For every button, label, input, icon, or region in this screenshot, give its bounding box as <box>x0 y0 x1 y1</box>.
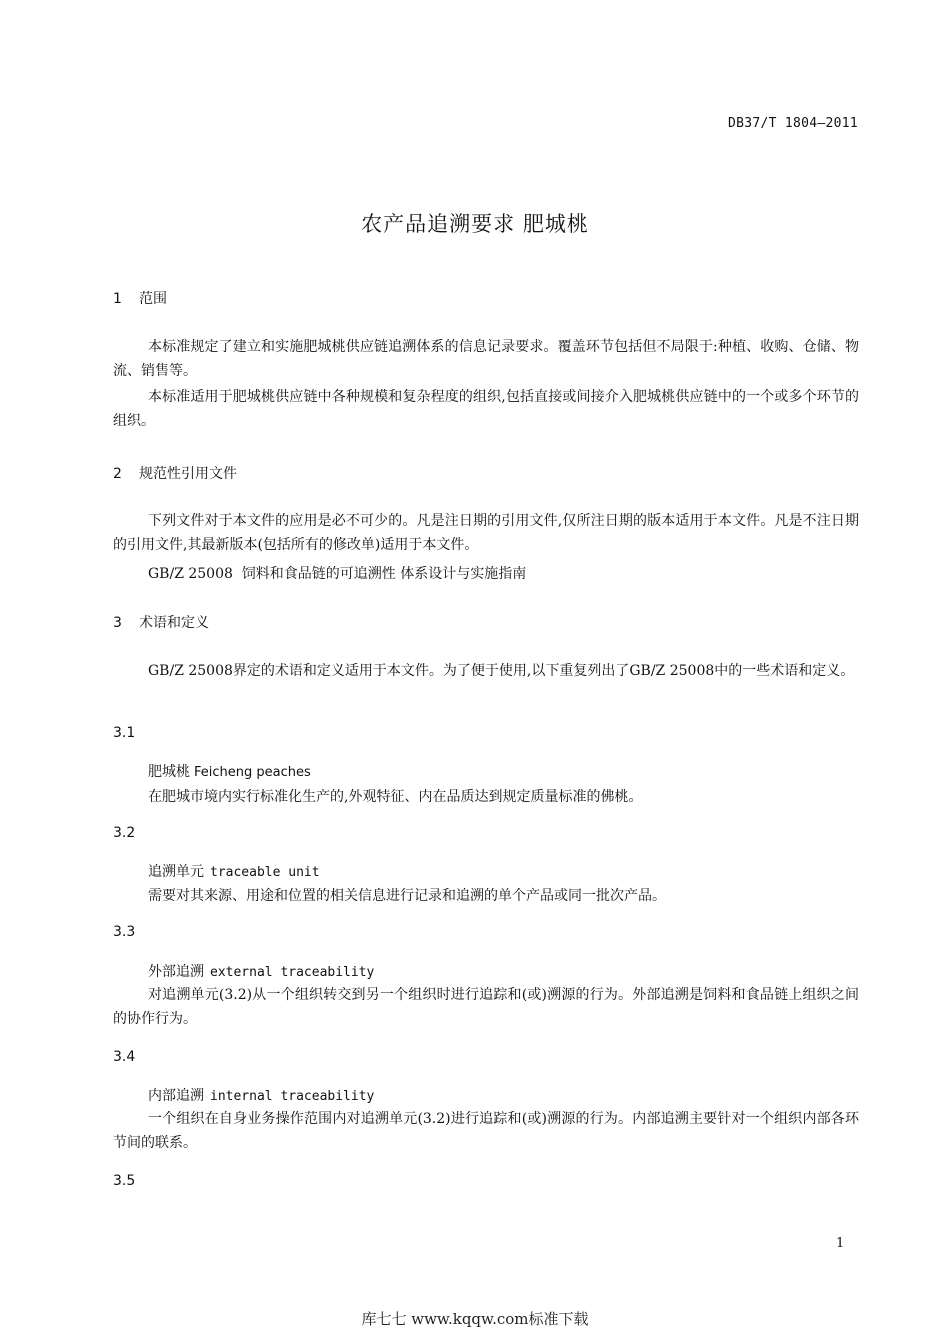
term-3-3 <box>148 961 374 981</box>
term-3-3-definition: 对追溯单元(3.2)从一个组织转交到另一个组织时进行追踪和(或)溯源的行为。外部追溯是饲料和食品链上组织之间的协作行为。 <box>113 987 859 1027</box>
term-chinese: 追溯单元 <box>148 864 204 880</box>
term-chinese: 内部追溯 <box>148 1088 204 1104</box>
section-2-heading <box>113 463 237 483</box>
section-2-paragraph-1: 下列文件对于本文件的应用是必不可少的。凡是注日期的引用文件,仅所注日期的版本适用于本文件。凡是不注日期的引用文件,其最新版本(包括所有的修改单)适用于本文件。 <box>113 513 859 553</box>
term-3-2 <box>148 861 320 881</box>
section-number: 1 <box>113 291 122 307</box>
term-english: external traceability <box>210 965 375 980</box>
section-number: 3 <box>113 615 122 631</box>
term-english: traceable unit <box>210 865 320 880</box>
term-3-4 <box>148 1085 374 1105</box>
term-chinese: 肥城桃 <box>148 764 190 780</box>
section-title: 术语和定义 <box>139 615 209 631</box>
term-english: Feicheng peaches <box>194 765 311 780</box>
section-title: 规范性引用文件 <box>139 466 237 482</box>
clause-3-5-number: 3.5 <box>113 1173 136 1189</box>
term-3-1 <box>148 761 311 781</box>
section-3-paragraph-1: GB/Z 25008界定的术语和定义适用于本文件。为了便于使用,以下重复列出了GB/Z 25008中的一些术语和定义。 <box>148 663 855 679</box>
page-number: 1 <box>836 1236 845 1251</box>
term-3-4-definition: 一个组织在自身业务操作范围内对追溯单元(3.2)进行追踪和(或)溯源的行为。内部追溯主要针对一个组织内部各环节间的联系。 <box>113 1111 859 1151</box>
term-3-2-definition: 需要对其来源、用途和位置的相关信息进行记录和追溯的单个产品或同一批次产品。 <box>148 888 666 904</box>
clause-3-3-number: 3.3 <box>113 924 136 940</box>
term-3-1-definition: 在肥城市境内实行标准化生产的,外观特征、内在品质达到规定质量标准的佛桃。 <box>148 789 643 805</box>
standard-code: DB37/T 1804—2011 <box>727 116 858 131</box>
section-1-paragraph-2: 本标准适用于肥城桃供应链中各种规模和复杂程度的组织,包括直接或间接介入肥城桃供应链中的一个或多个环节的组织。 <box>113 389 859 429</box>
section-1-heading <box>113 288 167 308</box>
document-title: 农产品追溯要求 肥城桃 <box>361 212 589 236</box>
section-3-heading <box>113 612 209 632</box>
section-1-paragraph-1: 本标准规定了建立和实施肥城桃供应链追溯体系的信息记录要求。覆盖环节包括但不局限于:种植、收购、仓储、物流、销售等。 <box>113 339 859 379</box>
term-english: internal traceability <box>210 1089 375 1104</box>
term-chinese: 外部追溯 <box>148 964 204 980</box>
clause-3-2-number: 3.2 <box>113 825 136 841</box>
section-title: 范围 <box>139 291 167 307</box>
section-number: 2 <box>113 466 122 482</box>
clause-3-4-number: 3.4 <box>113 1049 136 1065</box>
clause-3-1-number: 3.1 <box>113 725 136 741</box>
normative-reference: GB/Z 25008 饲料和食品链的可追溯性 体系设计与实施指南 <box>148 566 527 582</box>
footer-watermark-text: 库七七 www.kqqw.com标准下载 <box>361 1310 589 1328</box>
